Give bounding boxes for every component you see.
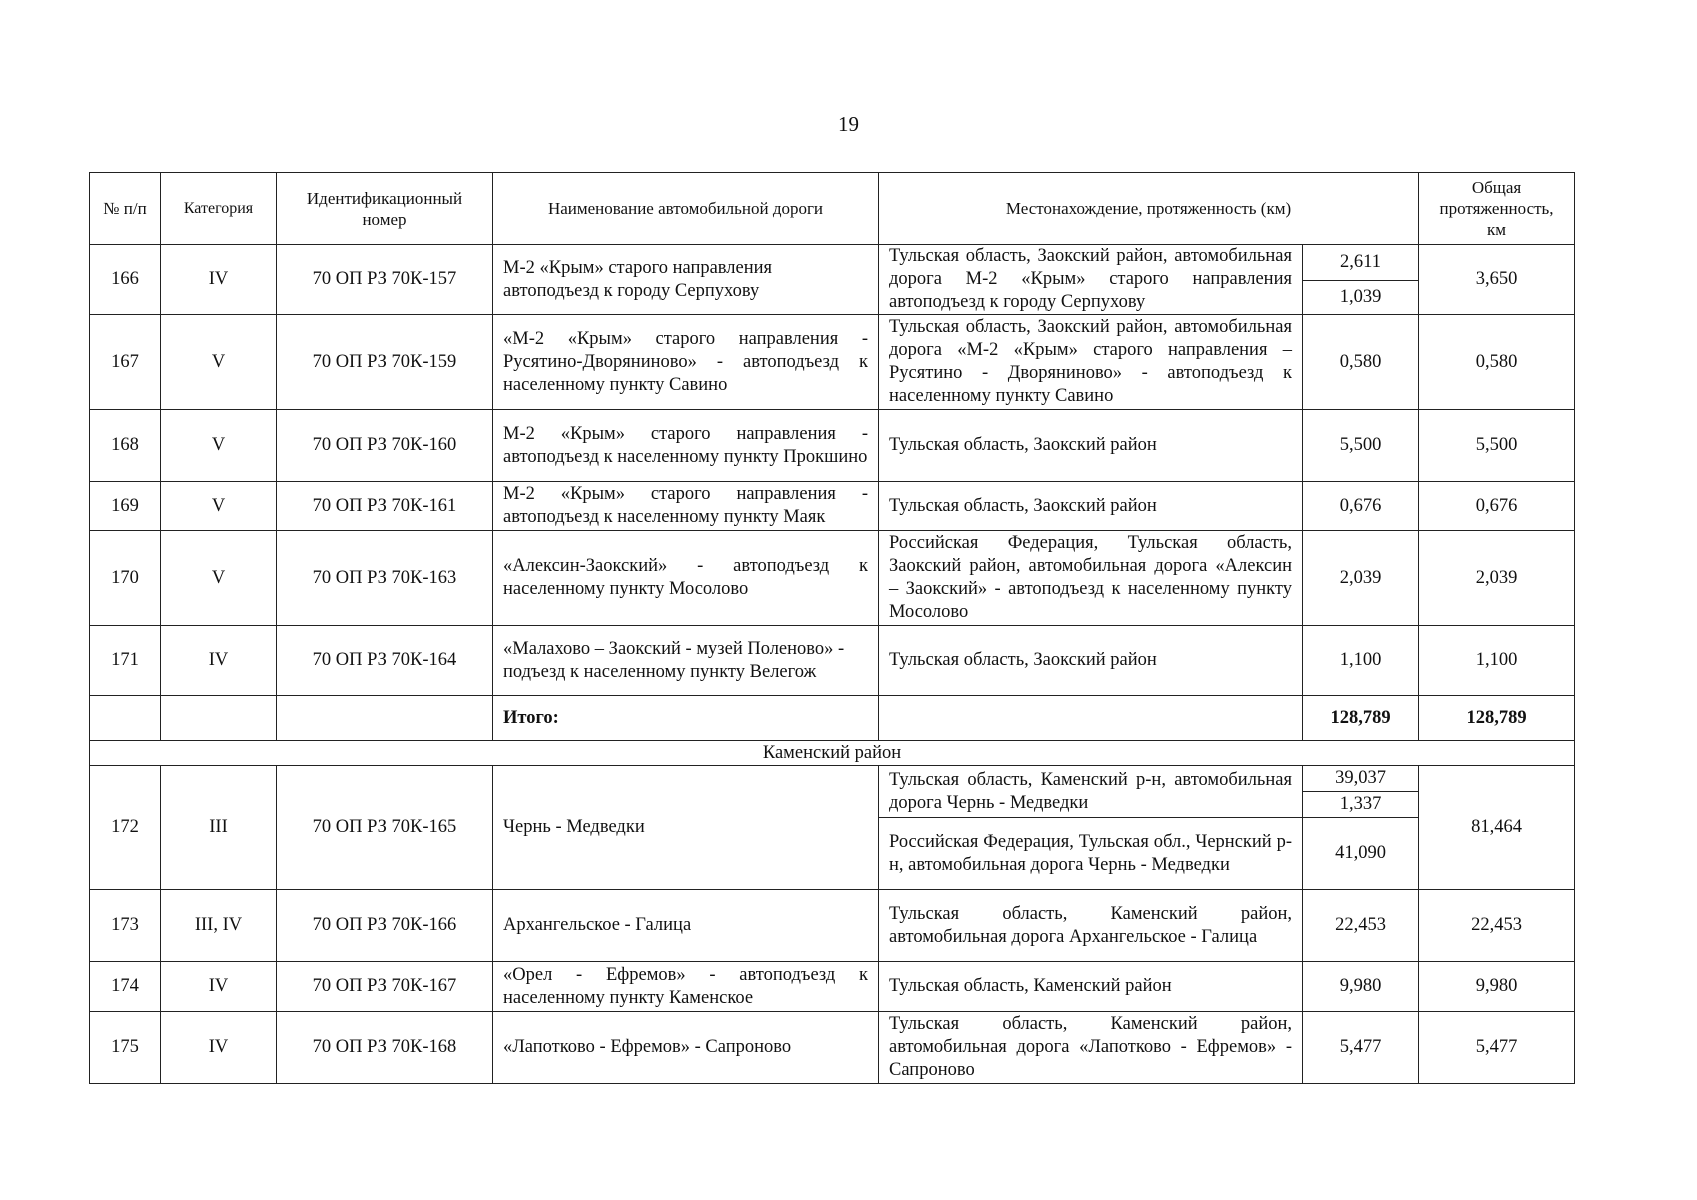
row-name: М-2 «Крым» старого направления - автоподъезд к населенному пункту Прокшино: [493, 410, 879, 482]
table-row: [90, 482, 1575, 531]
subtotal-total: 128,789: [1419, 696, 1575, 741]
header-location: Местонахождение, протяженность (км): [879, 173, 1419, 245]
table-row: [90, 626, 1575, 696]
table-row: [90, 1012, 1575, 1084]
row-length: 5,500: [1303, 410, 1419, 482]
row-id: 70 ОП РЗ 70К-157: [277, 245, 493, 315]
empty-cell: [277, 696, 493, 741]
subtotal-label: Итого:: [493, 696, 879, 741]
row-total: 22,453: [1419, 890, 1575, 962]
row-num: 170: [90, 531, 161, 626]
row-category: IV: [161, 1012, 277, 1084]
empty-cell: [90, 696, 161, 741]
row-location: Тульская область, Заокский район, автомобильная дорога «М-2 «Крым» старого направления – Русятино - Дворяниново» - автоподъезд к населенному пункту Савино: [879, 315, 1303, 410]
table-row: [90, 962, 1575, 1012]
row-name: «Лапотково - Ефремов» - Сапроново: [493, 1012, 879, 1084]
table-row: [90, 315, 1575, 410]
row-total: 2,039: [1419, 531, 1575, 626]
row-name: Чернь - Медведки: [493, 766, 879, 890]
row-id: 70 ОП РЗ 70К-167: [277, 962, 493, 1012]
row-name: М-2 «Крым» старого направления - автоподъезд к населенному пункту Маяк: [493, 482, 879, 531]
row-category: V: [161, 410, 277, 482]
row-category: IV: [161, 962, 277, 1012]
row-length: 1,039: [1303, 281, 1419, 315]
row-length: 9,980: [1303, 962, 1419, 1012]
row-location: Тульская область, Каменский район, автомобильная дорога «Лапотково - Ефремов» - Сапроново: [879, 1012, 1303, 1084]
row-length: 0,676: [1303, 482, 1419, 531]
row-location: Тульская область, Заокский район: [879, 626, 1303, 696]
page-number: 19: [838, 112, 859, 136]
row-total: 81,464: [1419, 766, 1575, 890]
row-location: Российская Федерация, Тульская область, Заокский район, автомобильная дорога «Алексин – Заокский» - автоподъезд к населенному пункту Мосолово: [879, 531, 1303, 626]
header-category: Категория: [161, 173, 277, 245]
row-total: 3,650: [1419, 245, 1575, 315]
row-length: 0,580: [1303, 315, 1419, 410]
row-total: 1,100: [1419, 626, 1575, 696]
row-length: 39,037: [1303, 766, 1419, 792]
section-row: [90, 741, 1575, 766]
row-total: 5,500: [1419, 410, 1575, 482]
row-location: Тульская область, Каменский р-н, автомобильная дорога Чернь - Медведки: [879, 766, 1303, 818]
row-length: 22,453: [1303, 890, 1419, 962]
table-row: [90, 531, 1575, 626]
row-length: 5,477: [1303, 1012, 1419, 1084]
row-length: 2,039: [1303, 531, 1419, 626]
row-name: «Алексин-Заокский» - автоподъезд к населенному пункту Мосолово: [493, 531, 879, 626]
row-id: 70 ОП РЗ 70К-160: [277, 410, 493, 482]
header-name: Наименование автомобильной дороги: [493, 173, 879, 245]
roads-table: [89, 172, 1575, 1084]
table-row: [90, 766, 1575, 792]
subtotal-row: [90, 696, 1575, 741]
subtotal-length: 128,789: [1303, 696, 1419, 741]
row-category: IV: [161, 245, 277, 315]
row-id: 70 ОП РЗ 70К-166: [277, 890, 493, 962]
row-name: «Орел - Ефремов» - автоподъезд к населенному пункту Каменское: [493, 962, 879, 1012]
row-location: Тульская область, Каменский район, автомобильная дорога Архангельское - Галица: [879, 890, 1303, 962]
row-num: 175: [90, 1012, 161, 1084]
row-total: 0,676: [1419, 482, 1575, 531]
empty-cell: [879, 696, 1303, 741]
row-num: 169: [90, 482, 161, 531]
row-total: 9,980: [1419, 962, 1575, 1012]
row-total: 5,477: [1419, 1012, 1575, 1084]
table-header-row: [90, 173, 1575, 245]
row-category: V: [161, 315, 277, 410]
row-id: 70 ОП РЗ 70К-168: [277, 1012, 493, 1084]
row-num: 173: [90, 890, 161, 962]
row-total: 0,580: [1419, 315, 1575, 410]
row-category: III: [161, 766, 277, 890]
row-num: 166: [90, 245, 161, 315]
row-num: 174: [90, 962, 161, 1012]
header-id: Идентификационный номер: [277, 173, 493, 245]
row-num: 167: [90, 315, 161, 410]
empty-cell: [161, 696, 277, 741]
section-title: Каменский район: [90, 741, 1575, 766]
row-name: «М-2 «Крым» старого направления - Русятино-Дворяниново» - автоподъезд к населенному пункту Савино: [493, 315, 879, 410]
row-category: III, IV: [161, 890, 277, 962]
header-num: № п/п: [90, 173, 161, 245]
row-name: Архангельское - Галица: [493, 890, 879, 962]
row-num: 168: [90, 410, 161, 482]
row-location: Тульская область, Заокский район: [879, 410, 1303, 482]
row-category: V: [161, 482, 277, 531]
row-id: 70 ОП РЗ 70К-164: [277, 626, 493, 696]
table-row: [90, 410, 1575, 482]
row-location: Тульская область, Заокский район: [879, 482, 1303, 531]
row-id: 70 ОП РЗ 70К-161: [277, 482, 493, 531]
row-name: М-2 «Крым» старого направления автоподъезд к городу Серпухову: [493, 245, 879, 315]
row-id: 70 ОП РЗ 70К-163: [277, 531, 493, 626]
table-row: [90, 245, 1575, 281]
row-length: 2,611: [1303, 245, 1419, 281]
row-name: «Малахово – Заокский - музей Поленово» - подъезд к населенному пункту Велегож: [493, 626, 879, 696]
row-id: 70 ОП РЗ 70К-165: [277, 766, 493, 890]
row-length: 41,090: [1303, 818, 1419, 890]
row-category: IV: [161, 626, 277, 696]
row-num: 172: [90, 766, 161, 890]
row-id: 70 ОП РЗ 70К-159: [277, 315, 493, 410]
row-length: 1,100: [1303, 626, 1419, 696]
table-row: [90, 890, 1575, 962]
row-location: Тульская область, Заокский район, автомобильная дорога М-2 «Крым» старого направления автоподъезд к городу Серпухову: [879, 245, 1303, 315]
row-category: V: [161, 531, 277, 626]
header-total: Общая протяженность, км: [1419, 173, 1575, 245]
row-location: Тульская область, Каменский район: [879, 962, 1303, 1012]
row-location: Российская Федерация, Тульская обл., Чернский р-н, автомобильная дорога Чернь - Медведки: [879, 818, 1303, 890]
row-length: 1,337: [1303, 792, 1419, 818]
row-num: 171: [90, 626, 161, 696]
